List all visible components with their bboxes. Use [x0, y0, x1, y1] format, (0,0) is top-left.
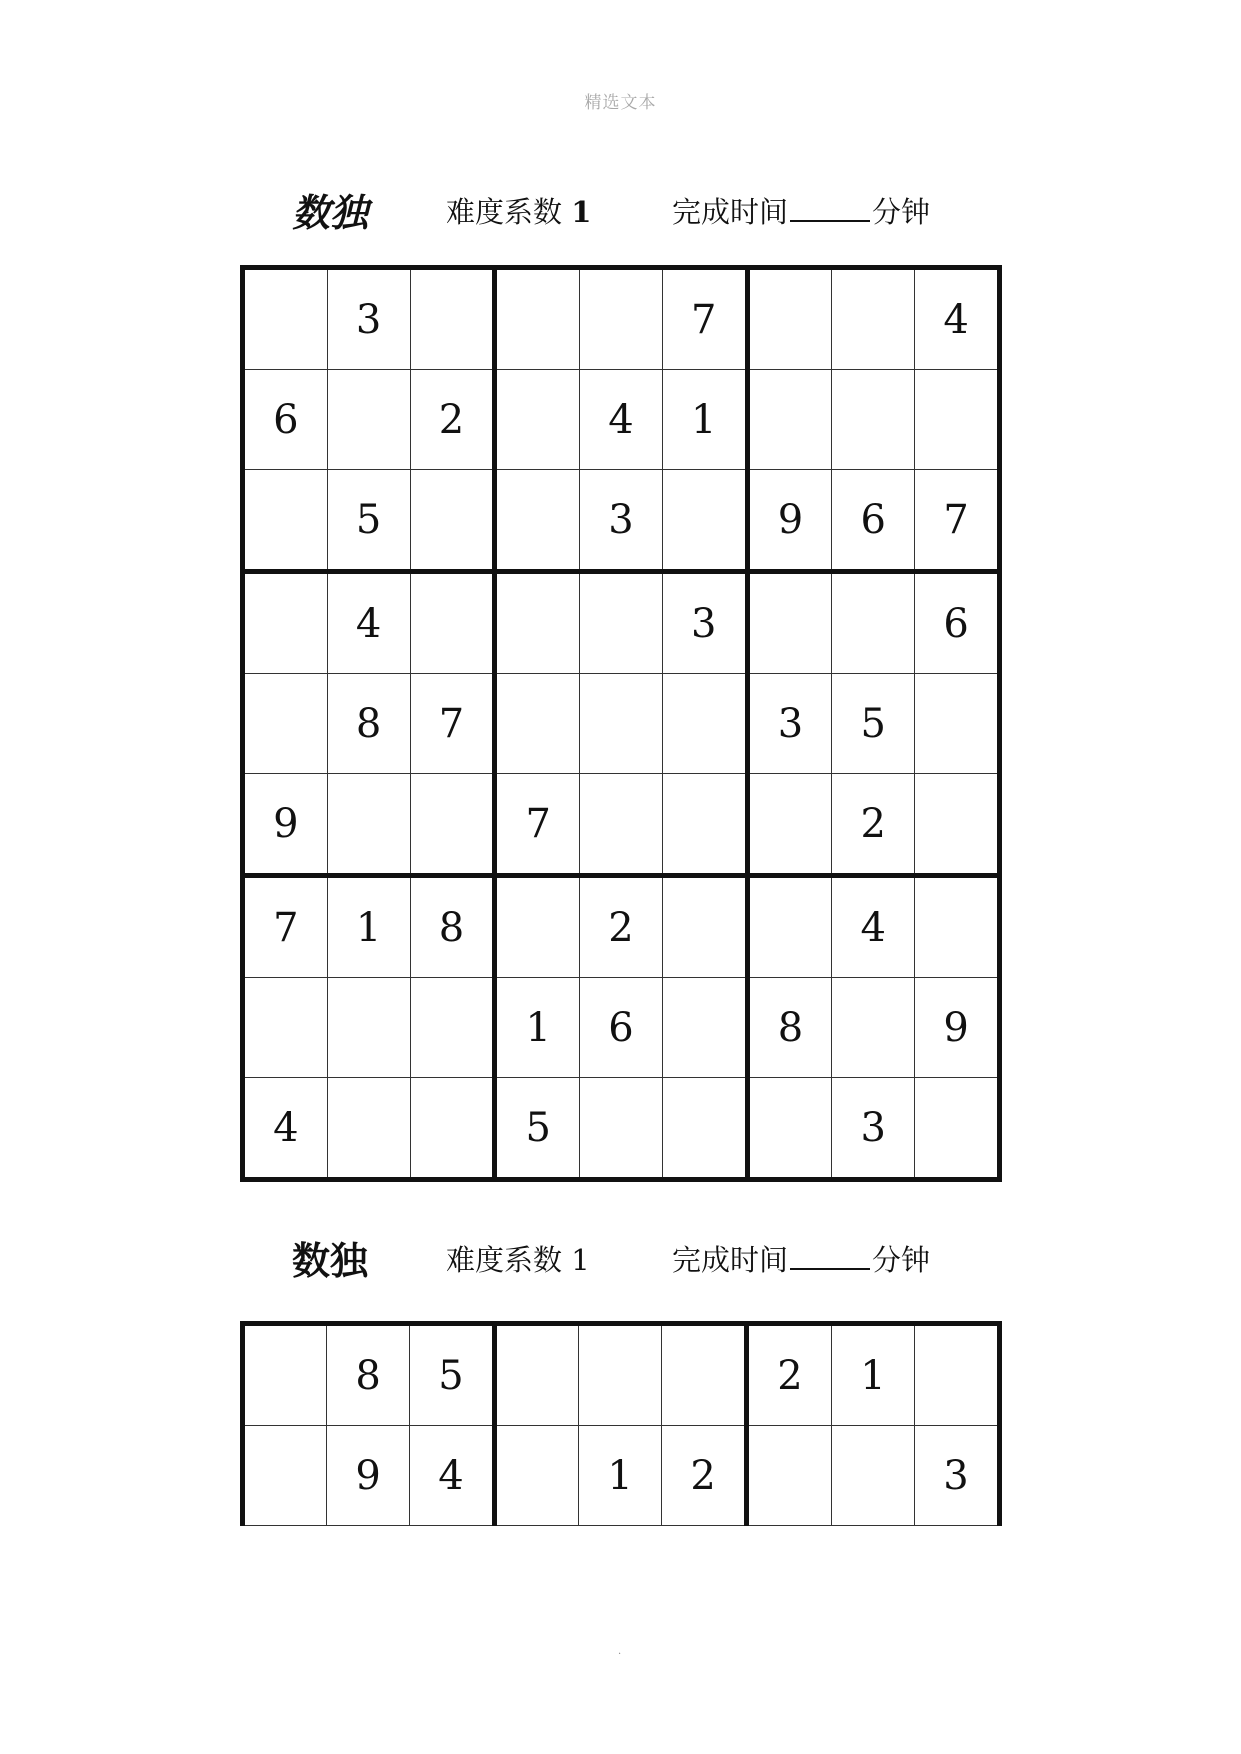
sudoku-row — [243, 370, 1000, 470]
sudoku-cell: 6 — [832, 470, 915, 572]
sudoku-cell: 7 — [495, 774, 580, 876]
sudoku-row — [243, 674, 1000, 774]
sudoku-cell — [243, 268, 328, 370]
sudoku-cell — [747, 774, 832, 876]
sudoku-row — [243, 572, 1000, 674]
difficulty-text — [446, 1238, 590, 1279]
sudoku-cell — [662, 674, 747, 774]
sudoku-cell: 6 — [580, 978, 663, 1078]
sudoku-cell: 4 — [243, 1078, 328, 1180]
sudoku-cell — [495, 470, 580, 572]
sudoku-cell: 8 — [327, 674, 410, 774]
sudoku-cell — [580, 774, 663, 876]
time-prefix: 完成时间 — [672, 1243, 789, 1277]
sudoku-cell — [410, 268, 495, 370]
sudoku-cell — [243, 572, 328, 674]
sudoku-cell — [747, 370, 832, 470]
sudoku-cell — [915, 876, 1000, 978]
sudoku-row — [243, 774, 1000, 876]
sudoku-cell — [662, 876, 747, 978]
sudoku-cell — [495, 1426, 579, 1526]
difficulty-label: 难度系数 — [446, 1243, 563, 1277]
sudoku-cell — [495, 268, 580, 370]
sudoku-cell: 3 — [914, 1426, 999, 1526]
sudoku-cell: 5 — [832, 674, 915, 774]
sudoku-cell — [495, 572, 580, 674]
sudoku-cell — [747, 572, 832, 674]
sudoku-cell: 6 — [915, 572, 1000, 674]
sudoku-table — [240, 1321, 1002, 1526]
sudoku-cell: 8 — [410, 876, 495, 978]
sudoku-cell — [327, 370, 410, 470]
sudoku-cell: 1 — [327, 876, 410, 978]
sudoku-cell: 3 — [747, 674, 832, 774]
difficulty-value: 1 — [571, 1243, 590, 1277]
sudoku-row — [243, 1324, 1000, 1426]
sudoku-cell — [410, 470, 495, 572]
sudoku-cell — [915, 674, 1000, 774]
page-mark: . — [618, 1646, 622, 1657]
sudoku-cell — [747, 268, 832, 370]
sudoku-cell — [495, 1324, 579, 1426]
sudoku-cell: 4 — [915, 268, 1000, 370]
sudoku-cell: 9 — [243, 774, 328, 876]
sudoku-cell — [243, 470, 328, 572]
sudoku-cell — [914, 1324, 999, 1426]
sudoku-cell — [495, 370, 580, 470]
sudoku-cell: 4 — [580, 370, 663, 470]
completion-time-text — [672, 190, 930, 231]
sudoku-cell — [495, 876, 580, 978]
sudoku-cell: 3 — [327, 268, 410, 370]
watermark-text: 精选文本 — [584, 93, 657, 113]
sudoku-cell — [915, 1078, 1000, 1180]
sudoku-cell — [327, 1078, 410, 1180]
sudoku-cell: 1 — [662, 370, 747, 470]
sudoku-cell: 5 — [410, 1324, 495, 1426]
sudoku-cell: 2 — [747, 1324, 832, 1426]
sudoku-grid-2 — [240, 1321, 1002, 1526]
time-prefix: 完成时间 — [672, 195, 789, 229]
sudoku-cell — [243, 1426, 327, 1526]
sudoku-cell — [243, 978, 328, 1078]
sudoku-cell: 1 — [495, 978, 580, 1078]
sudoku-cell — [662, 1324, 747, 1426]
sudoku-cell — [410, 572, 495, 674]
puzzle-title: 数独 — [292, 191, 369, 235]
sudoku-cell — [832, 370, 915, 470]
sudoku-cell: 7 — [243, 876, 328, 978]
sudoku-cell: 3 — [832, 1078, 915, 1180]
sudoku-cell: 7 — [410, 674, 495, 774]
sudoku-cell — [915, 370, 1000, 470]
time-suffix: 分钟 — [872, 195, 931, 229]
sudoku-cell — [327, 978, 410, 1078]
sudoku-cell: 3 — [662, 572, 747, 674]
sudoku-cell — [662, 1078, 747, 1180]
sudoku-cell: 5 — [495, 1078, 580, 1180]
sudoku-row — [243, 1426, 1000, 1526]
sudoku-cell — [580, 674, 663, 774]
sudoku-cell — [747, 1426, 832, 1526]
sudoku-cell: 1 — [579, 1426, 662, 1526]
sudoku-cell — [410, 1078, 495, 1180]
sudoku-cell: 4 — [832, 876, 915, 978]
sudoku-cell — [580, 268, 663, 370]
puzzle-title: 数独 — [292, 1239, 369, 1283]
sudoku-cell — [662, 470, 747, 572]
difficulty-value: 1 — [571, 195, 592, 229]
sudoku-cell: 3 — [580, 470, 663, 572]
sudoku-row — [243, 1078, 1000, 1180]
sudoku-cell — [579, 1324, 662, 1426]
sudoku-row — [243, 470, 1000, 572]
sudoku-cell: 9 — [327, 1426, 410, 1526]
sudoku-cell — [495, 674, 580, 774]
puzzle-1-heading — [0, 182, 1241, 242]
sudoku-cell — [662, 978, 747, 1078]
sudoku-cell: 4 — [410, 1426, 495, 1526]
sudoku-cell: 9 — [747, 470, 832, 572]
sudoku-row — [243, 978, 1000, 1078]
sudoku-cell: 9 — [915, 978, 1000, 1078]
sudoku-cell — [832, 1426, 915, 1526]
sudoku-grid-1 — [240, 265, 1002, 1182]
sudoku-cell — [243, 1324, 327, 1426]
sudoku-cell: 2 — [410, 370, 495, 470]
sudoku-cell: 2 — [662, 1426, 747, 1526]
sudoku-cell — [580, 572, 663, 674]
sudoku-cell — [243, 674, 328, 774]
sudoku-row — [243, 268, 1000, 370]
sudoku-cell: 7 — [662, 268, 747, 370]
time-blank-line — [790, 220, 870, 222]
sudoku-cell — [747, 1078, 832, 1180]
sudoku-table — [240, 265, 1002, 1182]
sudoku-cell — [915, 774, 1000, 876]
completion-time-text — [672, 1238, 930, 1279]
sudoku-cell — [410, 978, 495, 1078]
difficulty-text — [446, 190, 591, 231]
sudoku-cell: 2 — [580, 876, 663, 978]
sudoku-cell — [410, 774, 495, 876]
sudoku-row — [243, 876, 1000, 978]
sudoku-cell — [832, 268, 915, 370]
time-blank-line — [790, 1268, 870, 1270]
sudoku-cell — [832, 978, 915, 1078]
sudoku-cell: 6 — [243, 370, 328, 470]
sudoku-cell: 5 — [327, 470, 410, 572]
difficulty-label: 难度系数 — [446, 195, 563, 229]
sudoku-cell — [747, 876, 832, 978]
sudoku-cell: 7 — [915, 470, 1000, 572]
sudoku-cell: 8 — [327, 1324, 410, 1426]
sudoku-cell: 8 — [747, 978, 832, 1078]
sudoku-cell — [662, 774, 747, 876]
sudoku-cell: 1 — [832, 1324, 915, 1426]
sudoku-cell: 4 — [327, 572, 410, 674]
sudoku-cell — [832, 572, 915, 674]
sudoku-cell — [580, 1078, 663, 1180]
puzzle-2-heading — [0, 1230, 1241, 1290]
sudoku-cell — [327, 774, 410, 876]
time-suffix: 分钟 — [872, 1243, 931, 1277]
sudoku-cell: 2 — [832, 774, 915, 876]
